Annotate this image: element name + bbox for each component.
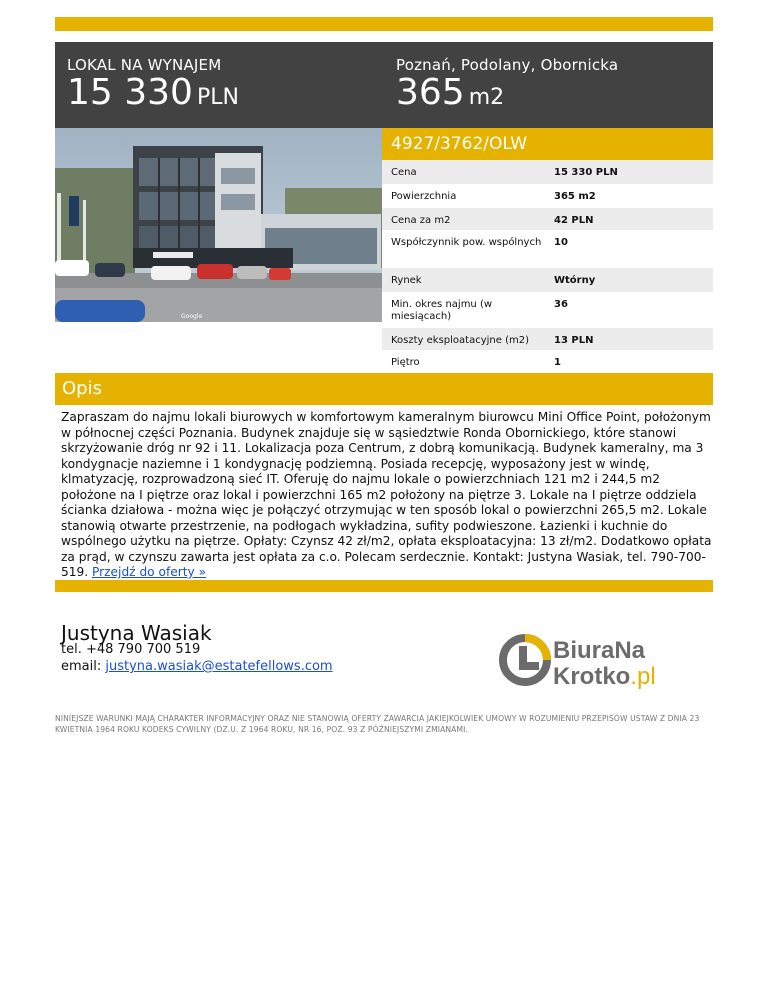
param-label: Piętro: [391, 357, 420, 368]
param-row: [382, 208, 713, 230]
param-label: Powierzchnia: [391, 191, 457, 202]
mid-accent-bar: [55, 580, 713, 592]
top-accent-bar: [55, 17, 713, 31]
param-value: 1: [554, 357, 561, 368]
param-value: 36: [554, 299, 568, 310]
legal-disclaimer: NINIEJSZE WARUNKI MAJĄ CHARAKTER INFORMACYJNY ORAZ NIE STANOWIĄ OFERTY ZAWARCIA JAKIEJKOLWIEK UMOWY W ROZUMIENIU PRZEPISÓW USTAW Z DNIA 23 KWIETNIA 1964 ROKU KODEKS CYWILNY (DZ.U. Z 1964 ROKU, NR 16, POZ. 93 Z PÓŹNIEJSZYMI ZMIANAMI.: [55, 714, 700, 734]
brand-logo-graphic: [497, 630, 692, 690]
reference-bar: [382, 128, 713, 160]
property-photo: [55, 128, 382, 322]
offer-link[interactable]: Przejdź do oferty »: [92, 565, 207, 579]
param-label: Cena za m2: [391, 215, 451, 226]
param-row: [382, 184, 713, 208]
agent-email-link[interactable]: justyna.wasiak@estatefellows.com: [105, 659, 333, 674]
logo-line2: [553, 663, 656, 690]
param-label: Koszty eksploatacyjne (m2): [391, 335, 529, 346]
location: Poznań, Podolany, Obornicka: [396, 56, 619, 74]
logo-suffix: .pl: [630, 663, 656, 690]
brand-logo: [497, 630, 692, 690]
description-body: Zapraszam do najmu lokali biurowych w komfortowym kameralnym biurowcu Mini Office Point, położonym w północnej części Poznania. Budynek znajduje się w sąsiedztwie Ronda Obornickiego, które stanowi skrzyżowanie dróg nr 92 i 11. Lokalizacja poza Centrum, z dobrą komunikacją. Budynek kameralny, ma 3 kondygnacje naziemne i 1 kondygnację podziemną. Posiada recepcję, wyposażony jest w windę, klmatyzację, rozprowadzoną sieć IT. Oferuję do najmu lokale o powierzchniach 121 m2 i 244,5 m2 położone na I piętrze oraz lokal i powierzchni 165 m2 położony na piętrze 3. Lokale na I piętrze oddziela ścianka działowa - można więc je połączyć otrzymując w ten sposób lokal o powierzchni 265,5 m2. Lokale stanowią otwarte przestrzenie, na podłogach wykładzina, sufity podwieszone. Łazienki i kuchnie do wspólnego użytku na piętrze. Opłaty: Czynsz 42 zł/m2, opłata eksploatacyjna: 13 zł/m2. Dodatkowo opłata za prąd, w czynszu zawarta jest opłata za c.o. Polecam serdecznie. Kontakt: Justyna Wasiak, tel. 790-700-519.: [61, 410, 712, 579]
param-value: 42 PLN: [554, 215, 594, 226]
param-row: [382, 160, 713, 184]
description-heading: Opis: [62, 378, 102, 399]
property-photo-illustration: [55, 128, 382, 322]
agent-email-label: email:: [61, 659, 102, 674]
photo-watermark: Google: [181, 313, 203, 320]
listing-header: [55, 42, 713, 128]
area-value: [396, 72, 504, 113]
reference-number: 4927/3762/OLW: [391, 134, 528, 154]
logo-line1: BiuraNa: [553, 637, 646, 664]
description-heading-bar: [55, 373, 713, 405]
agent-phone: tel. +48 790 700 519: [61, 642, 201, 657]
param-row: [382, 230, 713, 268]
description-text: [61, 410, 713, 581]
param-row: [382, 268, 713, 292]
param-label: Rynek: [391, 275, 422, 286]
logo-line2-text: Krotko: [553, 663, 631, 690]
param-label: Min. okres najmu (w miesiącach): [391, 299, 493, 322]
params-table: [382, 160, 713, 374]
price-unit: PLN: [196, 85, 239, 110]
listing-type: LOKAL NA WYNAJEM: [67, 56, 222, 74]
price-number: 15 330: [67, 72, 193, 113]
agent-email-line: [61, 659, 333, 674]
param-row: [382, 328, 713, 350]
param-label: Cena: [391, 167, 417, 178]
param-value: 10: [554, 237, 568, 248]
param-value: 13 PLN: [554, 335, 594, 346]
param-row: [382, 292, 713, 328]
param-value: Wtórny: [554, 275, 596, 286]
param-label: Współczynnik pow. wspólnych: [391, 237, 542, 248]
param-row: [382, 350, 713, 374]
area-number: 365: [396, 72, 465, 113]
param-value: 15 330 PLN: [554, 167, 618, 178]
param-value: 365 m2: [554, 191, 596, 202]
area-unit: m2: [468, 85, 505, 110]
agent-name: Justyna Wasiak: [61, 621, 212, 645]
price-value: [67, 72, 239, 113]
